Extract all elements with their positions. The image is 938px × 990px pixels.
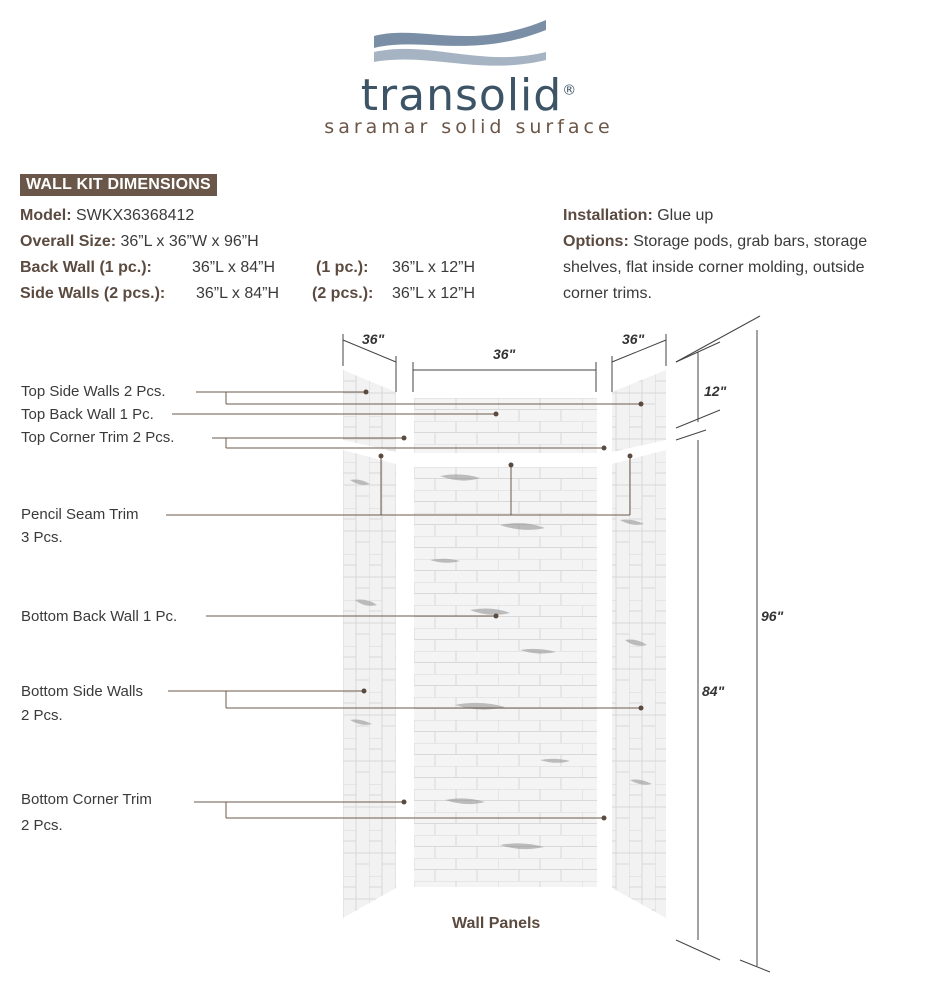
dim-left-width: 36"	[362, 331, 385, 347]
callout-top-back-wall: Top Back Wall 1 Pc.	[21, 406, 154, 423]
spec-side-walls-top-value: 36”L x 12”H	[392, 285, 475, 302]
wall-panels-label: Wall Panels	[452, 915, 541, 932]
callout-pencil-seam-trim: Pencil Seam Trim	[21, 506, 139, 523]
spec-side-walls-value: 36”L x 84”H	[196, 285, 279, 302]
spec-back-wall: Back Wall (1 pc.):	[20, 259, 152, 276]
spec-side-walls: Side Walls (2 pcs.):	[20, 285, 166, 302]
top-left-side-wall	[343, 370, 396, 452]
spec-options-line2: shelves, flat inside corner molding, outside	[563, 259, 865, 276]
spec-side-walls-top: (2 pcs.):	[312, 285, 374, 302]
spec-model: Model: SWKX36368412	[20, 207, 195, 224]
callout-top-side-walls: Top Side Walls 2 Pcs.	[21, 383, 166, 400]
callout-bottom-side-walls-count: 2 Pcs.	[21, 707, 63, 724]
spec-options: Options: Storage pods, grab bars, storage	[563, 233, 868, 250]
brand-name: transolid®	[360, 70, 578, 121]
spec-installation: Installation: Glue up	[563, 207, 714, 224]
section-title: WALL KIT DIMENSIONS	[20, 174, 217, 196]
dim-top-height: 12"	[704, 383, 727, 399]
callout-pencil-seam-count: 3 Pcs.	[21, 529, 63, 546]
spec-overall-size: Overall Size: 36”L x 36”W x 96”H	[20, 233, 259, 250]
dim-center-width: 36"	[493, 346, 516, 362]
brand-tagline: saramar solid surface	[324, 116, 614, 138]
spec-back-wall-top: (1 pc.):	[316, 259, 369, 276]
dim-right-width: 36"	[622, 331, 645, 347]
top-right-side-wall	[612, 370, 666, 452]
bottom-right-side-wall	[612, 450, 666, 918]
spec-options-line3: corner trims.	[563, 285, 652, 302]
bottom-back-wall	[414, 467, 597, 887]
callout-bottom-back-wall: Bottom Back Wall 1 Pc.	[21, 608, 178, 625]
callout-bottom-corner-trim-count: 2 Pcs.	[21, 817, 63, 834]
top-back-wall	[414, 398, 597, 453]
callout-bottom-corner-trim: Bottom Corner Trim	[21, 791, 152, 808]
bottom-left-side-wall	[343, 450, 396, 918]
callout-top-corner-trim: Top Corner Trim 2 Pcs.	[21, 429, 175, 446]
dim-bottom-height: 84"	[702, 683, 725, 699]
callout-bottom-side-walls: Bottom Side Walls	[21, 683, 143, 700]
spec-back-wall-value: 36”L x 84”H	[192, 259, 275, 276]
dim-total-height: 96"	[761, 608, 784, 624]
spec-back-wall-top-value: 36”L x 12”H	[392, 259, 475, 276]
